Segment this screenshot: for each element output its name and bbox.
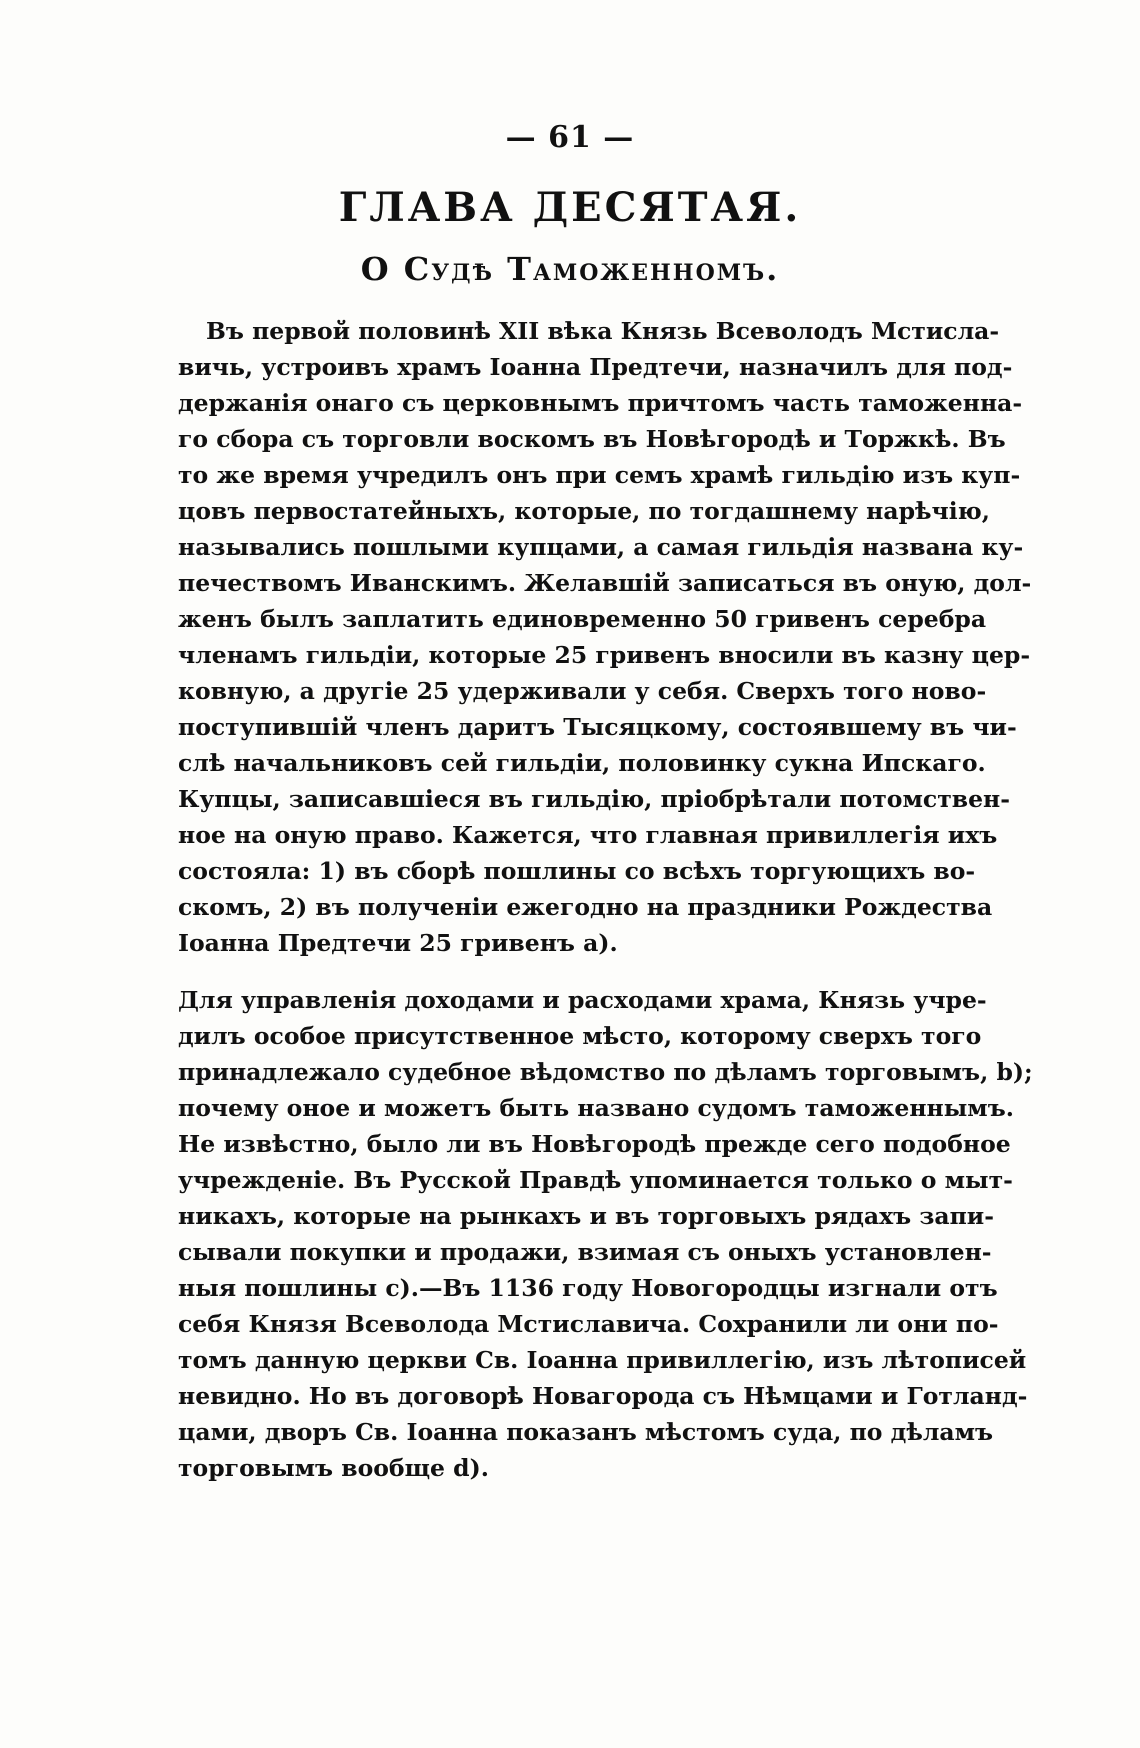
- text-line: Іоанна Предтечи 25 гривенъ a).: [178, 929, 618, 957]
- text-line: скомъ, 2) въ полученіи ежегодно на праздники Рождества: [178, 893, 993, 921]
- text-line: ныя пошлины c).—Въ 1136 году Новогородцы изгнали отъ: [178, 1274, 998, 1302]
- text-line: Для управленія доходами и расходами храма, Князь учре-: [178, 986, 987, 1014]
- text-line: учрежденіе. Въ Русской Правдѣ упоминается только о мыт-: [178, 1166, 1013, 1194]
- text-line: ное на оную право. Кажется, что главная привиллегія ихъ: [178, 821, 998, 849]
- paragraph-2: [178, 982, 1033, 1486]
- section-title: О Судѣ Таможенномъ.: [360, 250, 780, 288]
- text-line: себя Князя Всеволода Мстиславича. Сохранили ли они по-: [178, 1310, 999, 1338]
- text-line: принадлежало судебное вѣдомство по дѣламъ торговымъ, b);: [178, 1058, 1033, 1086]
- text-line: держанія онаго съ церковнымъ причтомъ часть таможенна-: [178, 389, 1023, 417]
- text-line: вичь, устроивъ храмъ Іоанна Предтечи, назначилъ для под-: [178, 353, 1013, 381]
- text-line: дилъ особое присутственное мѣсто, которому сверхъ того: [178, 1022, 982, 1050]
- page-number: — 61 —: [505, 120, 635, 155]
- text-line: членамъ гильдіи, которые 25 гривенъ вносили въ казну цер-: [178, 641, 1031, 669]
- text-line: цами, дворъ Св. Іоанна показанъ мѣстомъ суда, по дѣламъ: [178, 1418, 994, 1446]
- text-line: томъ данную церкви Св. Іоанна привиллегію, изъ лѣтописей: [178, 1346, 1027, 1374]
- paragraph-1: [178, 313, 1032, 961]
- text-line: го сбора съ торговли воскомъ въ Новѣгородѣ и Торжкѣ. Въ: [178, 425, 1006, 453]
- text-line: почему оное и можетъ быть названо судомъ таможеннымъ.: [178, 1094, 1014, 1122]
- text-line: цовъ первостатейныхъ, которые, по тогдашнему нарѣчію,: [178, 497, 990, 525]
- text-line: Не извѣстно, было ли въ Новѣгородѣ прежде сего подобное: [178, 1130, 1011, 1158]
- text-line: ковную, а другіе 25 удерживали у себя. Сверхъ того ново-: [178, 677, 987, 705]
- text-line: состояла: 1) въ сборѣ пошлины со всѣхъ торгующихъ во-: [178, 857, 976, 885]
- text-line: назывались пошлыми купцами, а самая гильдія названа ку-: [178, 533, 1024, 561]
- text-line: печествомъ Иванскимъ. Желавшій записаться въ оную, дол-: [178, 569, 1032, 597]
- text-line: поступившій членъ даритъ Тысяцкому, состоявшему въ чи-: [178, 713, 1017, 741]
- text-line: торговымъ вообще d).: [178, 1454, 489, 1482]
- text-line: сывали покупки и продажи, взимая съ оныхъ установлен-: [178, 1238, 992, 1266]
- text-line: Купцы, записавшіеся въ гильдію, пріобрѣтали потомствен-: [178, 785, 1011, 813]
- text-line: никахъ, которые на рынкахъ и въ торговыхъ рядахъ запи-: [178, 1202, 994, 1230]
- text-line: Въ первой половинѣ XII вѣка Князь Всеволодъ Мстисла-: [206, 317, 1000, 345]
- text-line: то же время учредилъ онъ при семъ храмѣ гильдію изъ куп-: [178, 461, 1021, 489]
- text-line: слѣ начальниковъ сей гильдіи, половинку сукна Ипскаго.: [178, 749, 986, 777]
- chapter-title: ГЛАВА ДЕСЯТАЯ.: [338, 184, 802, 231]
- text-line: женъ былъ заплатить единовременно 50 гривенъ серебра: [178, 605, 987, 633]
- text-line: невидно. Но въ договорѣ Новагорода съ Нѣмцами и Готланд-: [178, 1382, 1028, 1410]
